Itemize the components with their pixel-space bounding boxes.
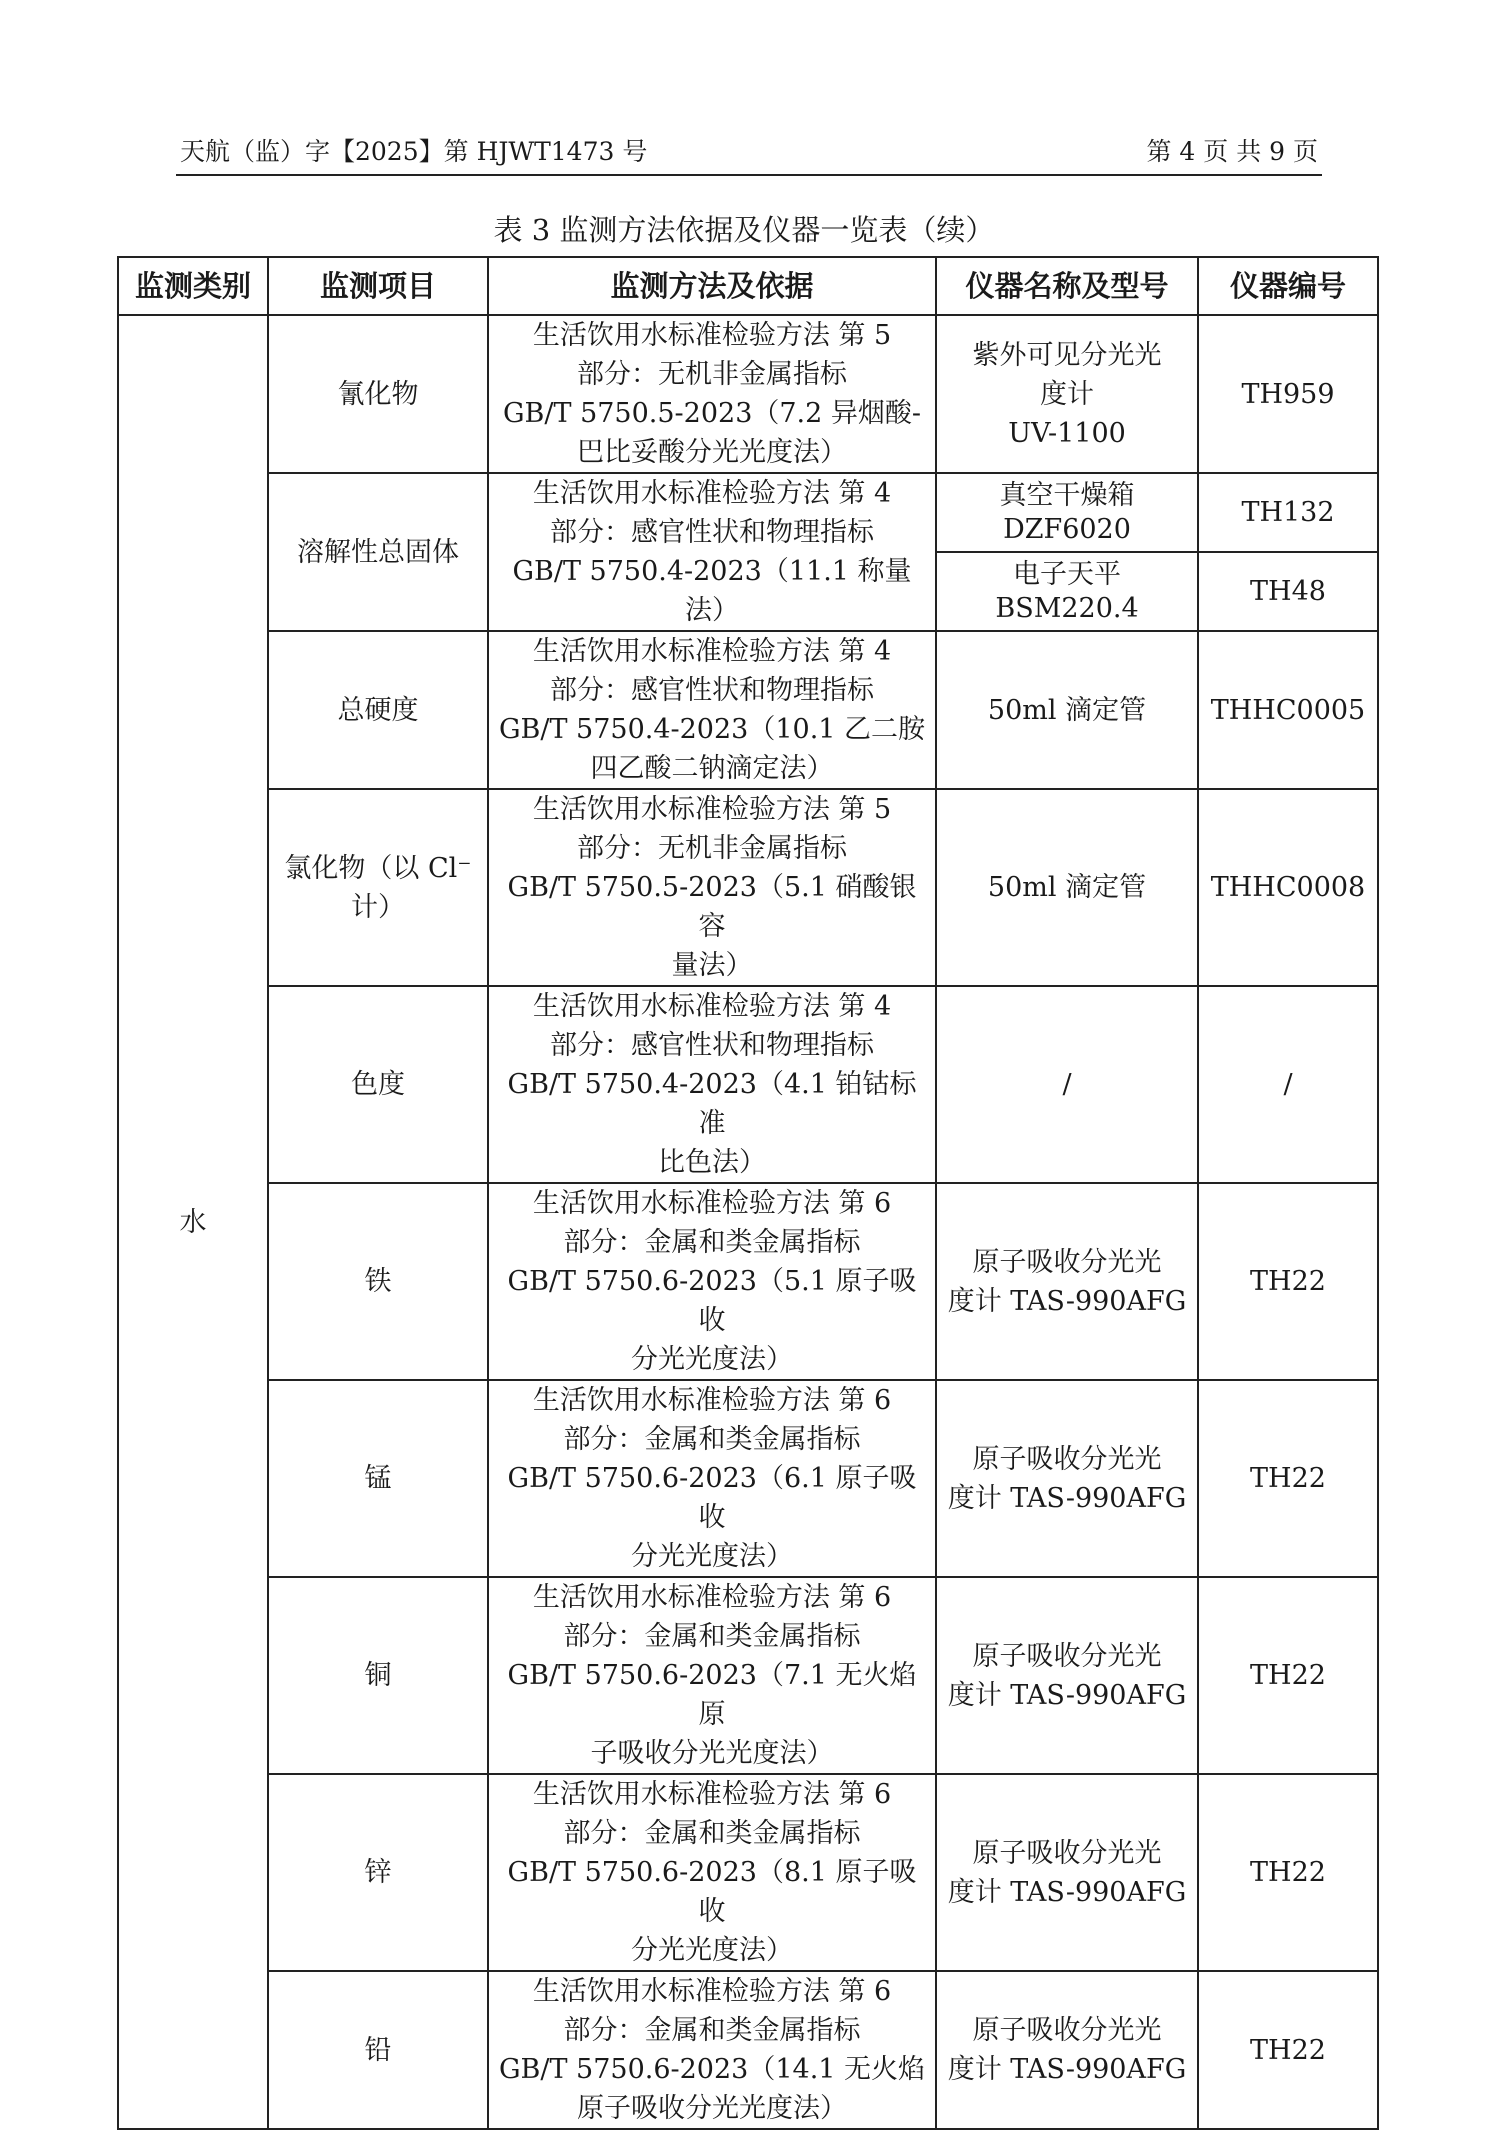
instrument-id-cell: TH132: [1198, 473, 1378, 552]
instrument-cell: 50ml 滴定管: [936, 631, 1198, 789]
col-header-instrument: 仪器名称及型号: [936, 257, 1198, 315]
item-cell: 总硬度: [268, 631, 488, 789]
table-row: [118, 473, 1378, 552]
instrument-cell: 原子吸收分光光 度计 TAS-990AFG: [936, 1774, 1198, 1971]
item-cell: 铅: [268, 1971, 488, 2129]
instrument-cell: 电子天平 BSM220.4: [936, 552, 1198, 631]
item-cell: 溶解性总固体: [268, 473, 488, 631]
method-cell: 生活饮用水标准检验方法 第 4 部分：感官性状和物理指标 GB/T 5750.4-2023（4.1 铂钴标准 比色法）: [488, 986, 936, 1183]
table-row: [118, 315, 1378, 473]
instrument-cell: 原子吸收分光光 度计 TAS-990AFG: [936, 1380, 1198, 1577]
item-cell: 铁: [268, 1183, 488, 1380]
col-header-method: 监测方法及依据: [488, 257, 936, 315]
method-instrument-table: [117, 256, 1379, 2130]
table-row: [118, 789, 1378, 986]
col-header-instrument-id: 仪器编号: [1198, 257, 1378, 315]
category-cell: 水: [118, 315, 268, 2129]
instrument-id-cell: TH22: [1198, 1183, 1378, 1380]
table-row: [118, 1577, 1378, 1774]
method-cell: 生活饮用水标准检验方法 第 5 部分：无机非金属指标 GB/T 5750.5-2023（5.1 硝酸银容 量法）: [488, 789, 936, 986]
method-cell: 生活饮用水标准检验方法 第 6 部分：金属和类金属指标 GB/T 5750.6-2023（8.1 原子吸收 分光光度法）: [488, 1774, 936, 1971]
table-row: [118, 986, 1378, 1183]
instrument-cell: 50ml 滴定管: [936, 789, 1198, 986]
method-cell: 生活饮用水标准检验方法 第 6 部分：金属和类金属指标 GB/T 5750.6-2023（6.1 原子吸收 分光光度法）: [488, 1380, 936, 1577]
table-row: [118, 631, 1378, 789]
instrument-id-cell: TH22: [1198, 1380, 1378, 1577]
instrument-cell: 原子吸收分光光 度计 TAS-990AFG: [936, 1577, 1198, 1774]
instrument-cell: 真空干燥箱 DZF6020: [936, 473, 1198, 552]
item-cell: 氯化物（以 Cl⁻ 计）: [268, 789, 488, 986]
method-cell: 生活饮用水标准检验方法 第 6 部分：金属和类金属指标 GB/T 5750.6-2023（14.1 无火焰 原子吸收分光光度法）: [488, 1971, 936, 2129]
instrument-cell: /: [936, 986, 1198, 1183]
instrument-id-cell: TH22: [1198, 1774, 1378, 1971]
item-cell: 锌: [268, 1774, 488, 1971]
table-header-row: [118, 257, 1378, 315]
document-number: 天航（监）字【2025】第 HJWT1473 号: [180, 137, 648, 166]
method-cell: 生活饮用水标准检验方法 第 5 部分：无机非金属指标 GB/T 5750.5-2023（7.2 异烟酸- 巴比妥酸分光光度法）: [488, 315, 936, 473]
table-row: [118, 1183, 1378, 1380]
table-row: [118, 1971, 1378, 2129]
method-cell: 生活饮用水标准检验方法 第 6 部分：金属和类金属指标 GB/T 5750.6-2023（5.1 原子吸收 分光光度法）: [488, 1183, 936, 1380]
table-title: 表 3 监测方法依据及仪器一览表（续）: [493, 213, 995, 247]
page-number: 第 4 页 共 9 页: [1146, 137, 1318, 166]
instrument-cell: 原子吸收分光光 度计 TAS-990AFG: [936, 1971, 1198, 2129]
table-row: [118, 1380, 1378, 1577]
item-cell: 铜: [268, 1577, 488, 1774]
instrument-id-cell: TH48: [1198, 552, 1378, 631]
instrument-id-cell: THHC0005: [1198, 631, 1378, 789]
page-header: [176, 128, 1322, 176]
item-cell: 氰化物: [268, 315, 488, 473]
instrument-cell: 紫外可见分光光 度计 UV-1100: [936, 315, 1198, 473]
method-cell: 生活饮用水标准检验方法 第 4 部分：感官性状和物理指标 GB/T 5750.4-2023（11.1 称量法）: [488, 473, 936, 631]
instrument-id-cell: TH22: [1198, 1971, 1378, 2129]
method-cell: 生活饮用水标准检验方法 第 4 部分：感官性状和物理指标 GB/T 5750.4-2023（10.1 乙二胺 四乙酸二钠滴定法）: [488, 631, 936, 789]
item-cell: 色度: [268, 986, 488, 1183]
table-row: [118, 1774, 1378, 1971]
instrument-id-cell: /: [1198, 986, 1378, 1183]
col-header-item: 监测项目: [268, 257, 488, 315]
instrument-id-cell: THHC0008: [1198, 789, 1378, 986]
instrument-cell: 原子吸收分光光 度计 TAS-990AFG: [936, 1183, 1198, 1380]
instrument-id-cell: TH22: [1198, 1577, 1378, 1774]
instrument-id-cell: TH959: [1198, 315, 1378, 473]
item-cell: 锰: [268, 1380, 488, 1577]
col-header-category: 监测类别: [118, 257, 268, 315]
method-cell: 生活饮用水标准检验方法 第 6 部分：金属和类金属指标 GB/T 5750.6-2023（7.1 无火焰原 子吸收分光光度法）: [488, 1577, 936, 1774]
